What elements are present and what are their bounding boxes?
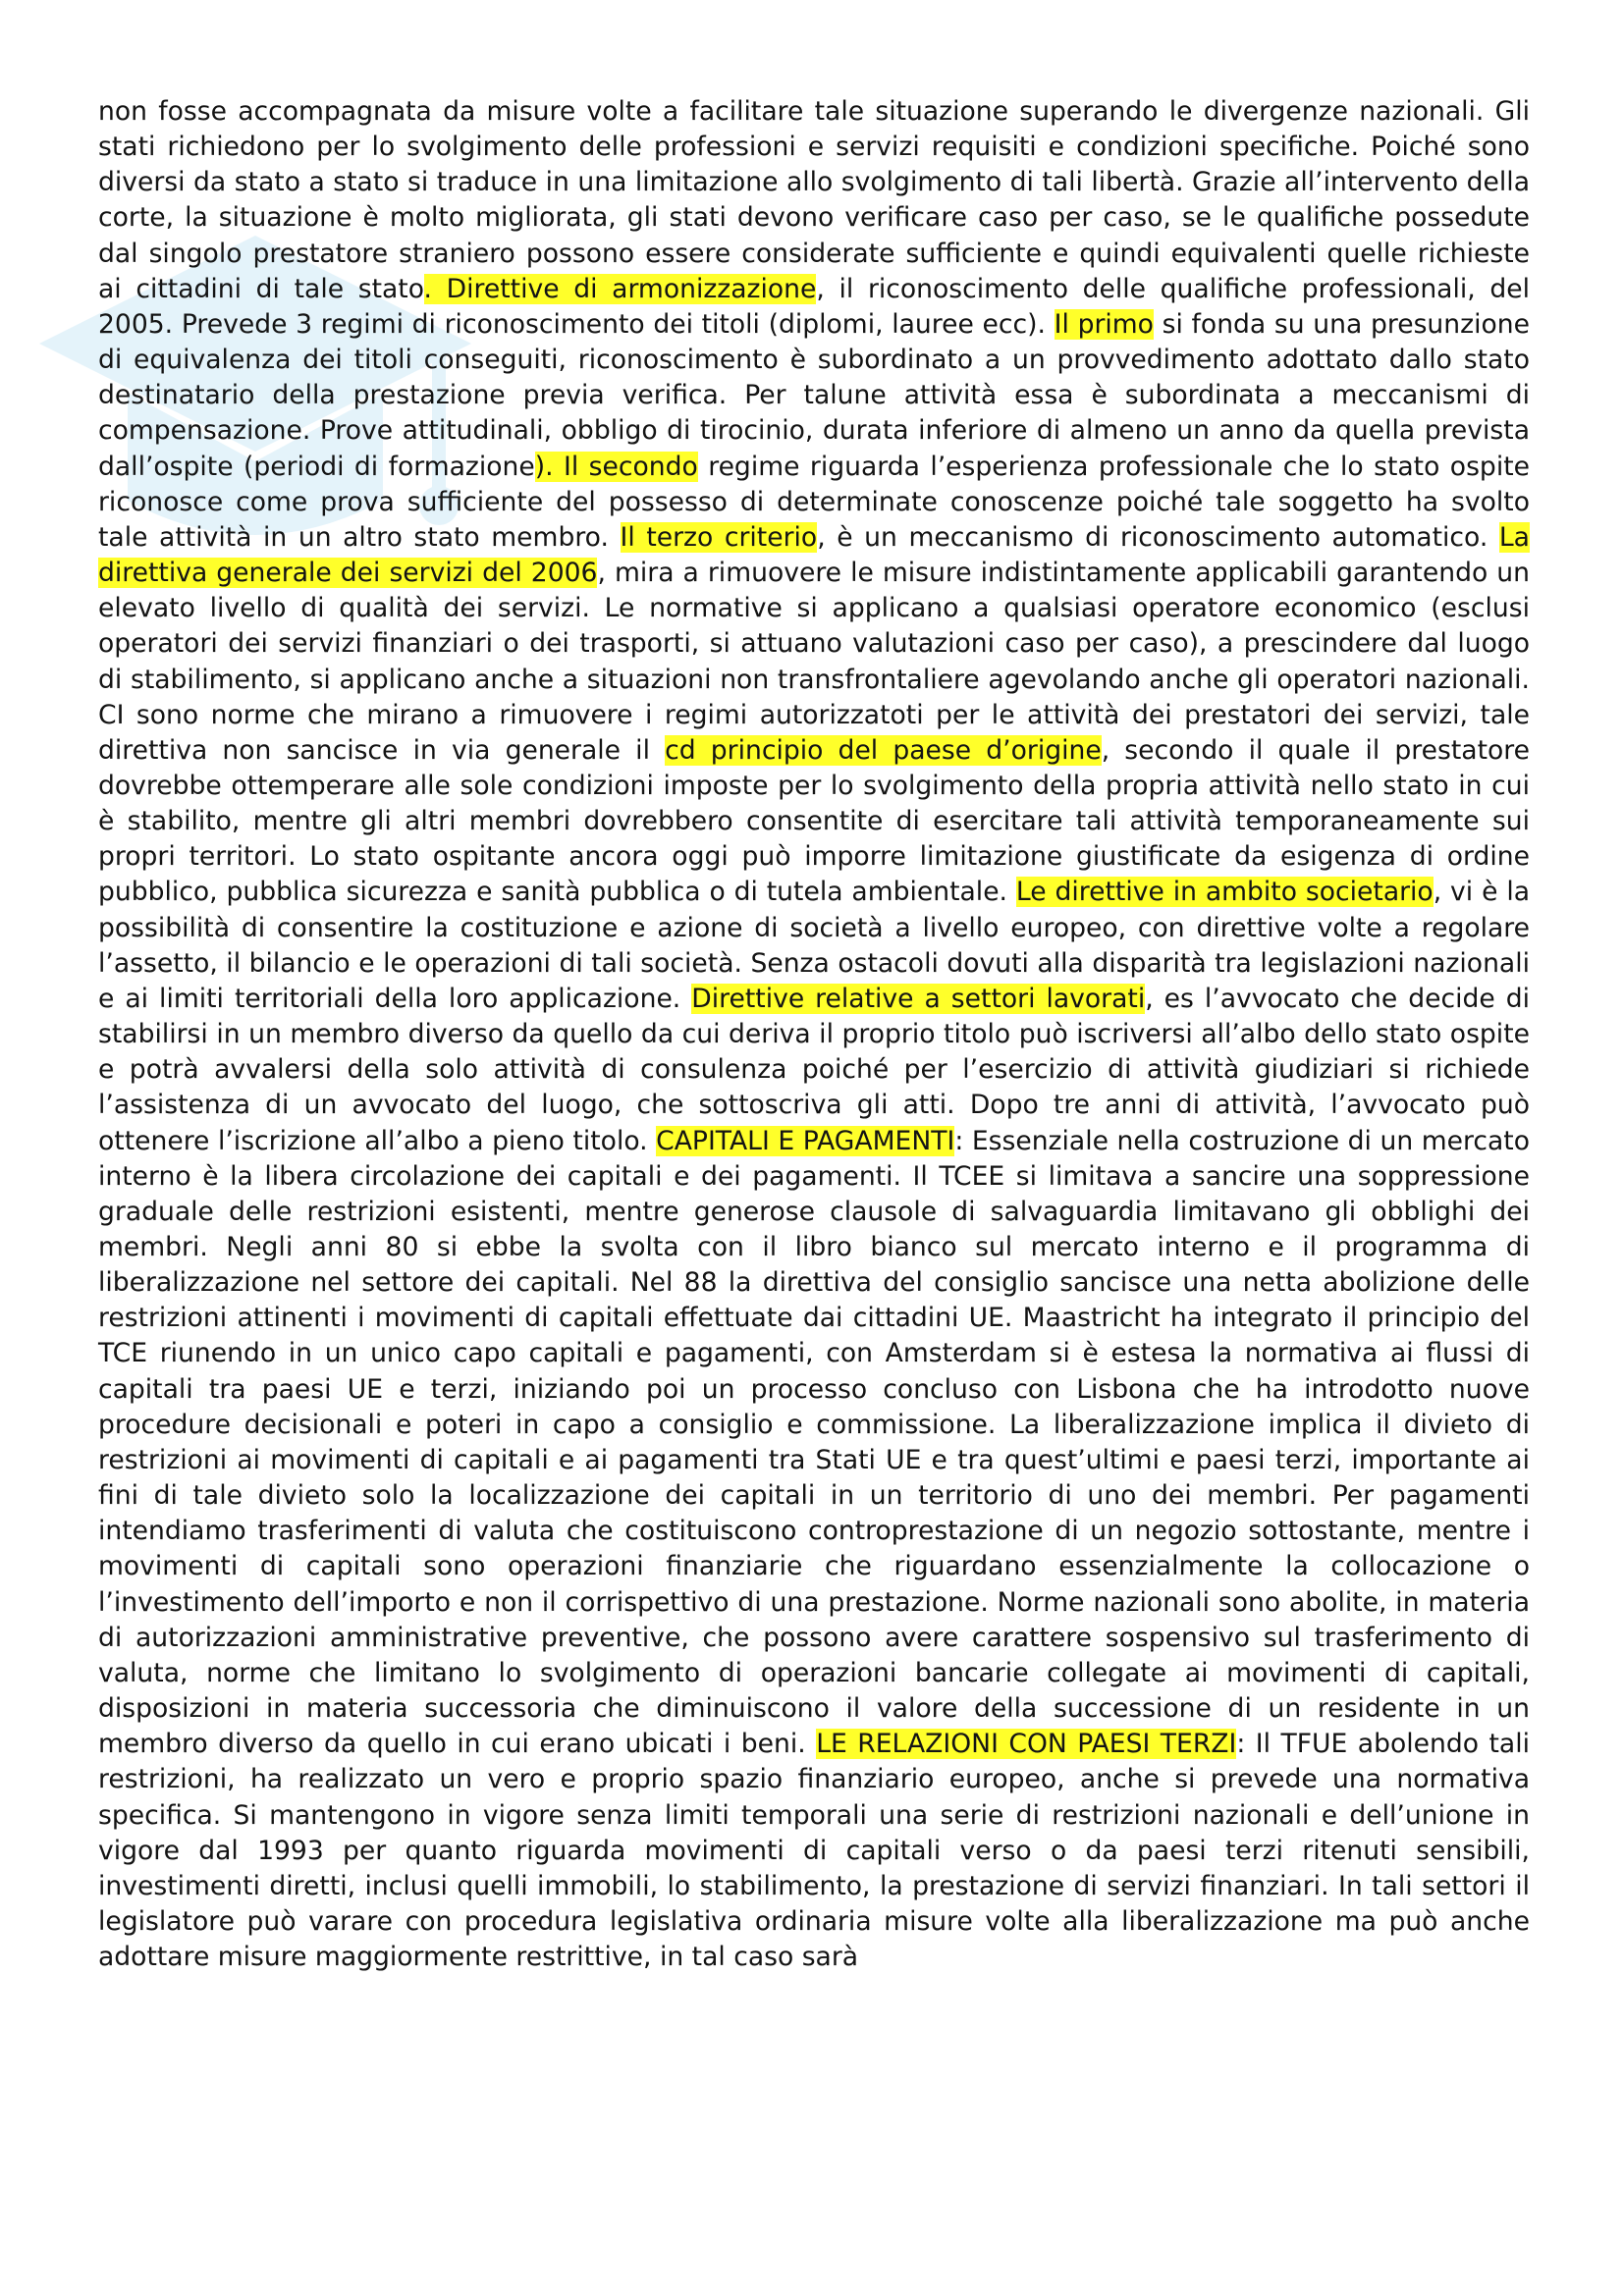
text-segment: , secondo il quale il prestatore dovrebbe ottemperare alle sole condizioni imposte per lo svolgimento della propria attività nello stato in cui è stabilito, mentre gli altri membri dovrebbero consentite di esercitare tali attività temporaneamente sui propri territori. Lo stato ospitante ancora oggi può imporre limitazione giustificate da esigenza di ordine pubblico, pubblica sicurezza e sanità pubblica o di tutela ambientale. bbox=[98, 734, 1530, 908]
highlighted-text: La direttiva generale dei servizi del 2006 bbox=[98, 521, 1530, 589]
text-segment: , es l’avvocato che decide di stabilirsi in un membro diverso da quello da cui deriva il proprio titolo può iscriversi all’albo dello stato ospite e potrà avvalersi della solo attività di consulenza poiché per l’esercizio di attività giudiziari si richiede l’assistenza di un avvocato del luogo, che sottoscriva gli atti. Dopo tre anni di attività, l’avvocato può ottenere l’iscrizione all’albo a pieno titolo. bbox=[98, 983, 1531, 1156]
text-segment: , il riconoscimento delle qualifiche professionali, del 2005. Prevede 3 regimi di riconoscimento dei titoli (diplomi, lauree ecc). bbox=[98, 273, 1530, 340]
highlighted-text: Il terzo criterio bbox=[620, 521, 818, 553]
highlighted-text: Il primo bbox=[1054, 308, 1154, 340]
text-segment: regime riguarda l’esperienza professionale che lo stato ospite riconosce come prova sufficiente del possesso di determinate conoscenze poiché tale soggetto ha svolto tale attività in un altro stato membro. bbox=[98, 451, 1530, 553]
text-segment: si fonda su una presunzione di equivalenza dei titoli conseguiti, riconoscimento è subordinato a un provvedimento adottato dallo stato destinatario della prestazione previa verifica. Per talune attività essa è subordinata a meccanismi di compensazione. Prove attitudinali, obbligo di tirocinio, durata inferiore di almeno un anno da quella prevista dall’ospite (periodi di formazione bbox=[98, 308, 1530, 482]
body-paragraph bbox=[98, 94, 1530, 1975]
document-page bbox=[98, 94, 1530, 1975]
highlighted-text: ). Il secondo bbox=[534, 451, 698, 482]
highlighted-text: Le direttive in ambito societario bbox=[1015, 877, 1434, 908]
text-segment: : Essenziale nella costruzione di un mercato interno è la libera circolazione dei capitali e dei pagamenti. Il TCEE si limitava a sancire una soppressione graduale delle restrizioni esistenti, mentre generose clausole di salvaguardia limitavano gli obblighi dei membri. Negli anni 80 si ebbe la svolta con il libro bianco sul mercato interno e il programma di liberalizzazione nel settore dei capitali. Nel 88 la direttiva del consiglio sancisce una netta abolizione delle restrizioni attinenti i movimenti di capitali effettuate dai cittadini UE. Maastricht ha integrato il principio del TCE riunendo in un unico capo capitali e pagamenti, con Amsterdam si è estesa la normativa ai flussi di capitali tra paesi UE e terzi, iniziando poi un processo concluso con Lisbona che ha introdotto nuove procedure decisionali e poteri in capo a consiglio e commissione. La liberalizzazione implica il divieto di restrizioni ai movimenti di capitali e ai pagamenti tra Stati UE e tra quest’ultimi e paesi terzi, importante ai fini di tale divieto solo la localizzazione dei capitali in un territorio di uno dei membri. Per pagamenti intendiamo trasferimenti di valuta che costituiscono controprestazione di un negozio sottostante, mentre i movimenti di capitali sono operazioni finanziarie che riguardano essenzialmente la collocazione o l’investimento dell’importo e non il corrispettivo di una prestazione. Norme nazionali sono abolite, in materia di autorizzazioni amministrative preventive, che possono avere carattere sospensivo sul trasferimento di valuta, norme che limitano lo svolgimento di operazioni bancarie collegate ai movimenti di capitali, disposizioni in materia successoria che diminuiscono il valore della successione di un residente in un membro diverso da quello in cui erano ubicati i beni. bbox=[98, 1125, 1530, 1760]
text-segment: non fosse accompagnata da misure volte a facilitare tale situazione superando le divergenze nazionali. Gli stati richiedono per lo svolgimento delle professioni e servizi requisiti e condizioni specifiche. Poiché sono diversi da stato a stato si traduce in una limitazione allo svolgimento di tali libertà. Grazie all’intervento della corte, la situazione è molto migliorata, gli stati devono verificare caso per caso, se le qualifiche possedute dal singolo prestatore straniero possono essere considerate sufficiente e quindi equivalenti quelle richieste ai cittadini di tale stato bbox=[98, 96, 1530, 304]
text-segment: : Il TFUE abolendo tali restrizioni, ha realizzato un vero e proprio spazio finanziario europeo, anche si prevede una normativa specifica. Si mantengono in vigore senza limiti temporali una serie di restrizioni nazionali e dell’unione in vigore dal 1993 per quanto riguarda movimenti di capitali verso o da paesi terzi ritenuti sensibili, investimenti diretti, inclusi quelli immobili, lo stabilimento, la prestazione di servizi finanziari. In tali settori il legislatore può varare con procedura legislativa ordinaria misure volte alla liberalizzazione ma può anche adottare misure maggiormente restrittive, in tal caso sarà bbox=[98, 1729, 1530, 1973]
highlighted-text: cd principio del paese d’origine bbox=[665, 734, 1102, 766]
highlighted-text: LE RELAZIONI CON PAESI TERZI bbox=[816, 1729, 1237, 1760]
highlighted-text: . Direttive di armonizzazione bbox=[423, 273, 817, 304]
text-segment: , mira a rimuovere le misure indistintamente applicabili garantendo un elevato livello di qualità dei servizi. Le normative si applicano a qualsiasi operatore economico (esclusi operatori dei servizi finanziari o dei trasporti, si attuano valutazioni caso per caso), a prescindere dal luogo di stabilimento, si applicano anche a situazioni non transfrontaliere agevolando anche gli operatori nazionali. CI sono norme che mirano a rimuovere i regimi autorizzatoti per le attività dei prestatori dei servizi, tale direttiva non sancisce in via generale il bbox=[98, 558, 1530, 766]
highlighted-text: Direttive relative a settori lavorati bbox=[691, 983, 1146, 1014]
highlighted-text: CAPITALI E PAGAMENTI bbox=[656, 1125, 955, 1156]
text-segment: , è un meccanismo di riconoscimento automatico. bbox=[817, 521, 1499, 553]
text-segment: , vi è la possibilità di consentire la costituzione e azione di società a livello europeo, con direttive volte a regolare l’assetto, il bilancio e le operazioni di tali società. Senza ostacoli dovuti alla disparità tra legislazioni nazionali e ai limiti territoriali della loro applicazione. bbox=[98, 877, 1531, 1014]
